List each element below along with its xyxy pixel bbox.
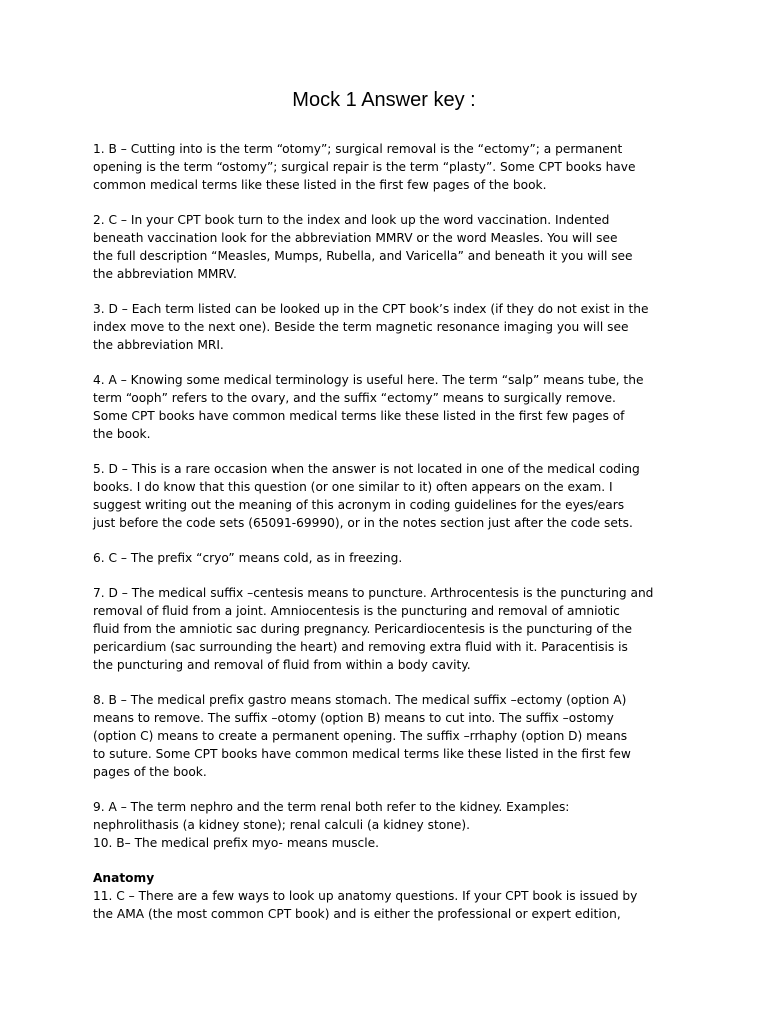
answer-paragraph-5 xyxy=(93,460,678,532)
text-line: 3. D – Each term listed can be looked up in the CPT book’s index (if they do not exist in the xyxy=(93,302,649,316)
text-line: 10. B– The medical prefix myo- means muscle. xyxy=(93,836,380,850)
text-line: 9. A – The term nephro and the term renal both refer to the kidney. Examples: xyxy=(93,800,570,814)
text-line: pericardium (sac surrounding the heart) and removing extra fluid with it. Paracentisis is xyxy=(93,640,628,654)
text-line: 7. D – The medical suffix –centesis means to puncture. Arthrocentesis is the puncturing and xyxy=(93,586,654,600)
text-line: opening is the term “ostomy”; surgical repair is the term “plasty”. Some CPT books have xyxy=(93,160,636,174)
text-line: the puncturing and removal of fluid from within a body cavity. xyxy=(93,658,471,672)
text-line: to suture. Some CPT books have common medical terms like these listed in the first few xyxy=(93,747,631,761)
text-line: 2. C – In your CPT book turn to the index and look up the word vaccination. Indented xyxy=(93,213,610,227)
text-line: the abbreviation MMRV. xyxy=(93,267,237,281)
document-title: Mock 1 Answer key : xyxy=(292,89,476,111)
answer-paragraph-6 xyxy=(93,549,678,567)
text-line: 4. A – Knowing some medical terminology is useful here. The term “salp” means tube, the xyxy=(93,373,644,387)
answer-paragraph-4 xyxy=(93,371,678,443)
answer-paragraph-7 xyxy=(93,584,678,674)
answer-paragraph-2 xyxy=(93,211,678,283)
text-line: means to remove. The suffix –otomy (option B) means to cut into. The suffix –ostomy xyxy=(93,711,614,725)
text-line: 8. B – The medical prefix gastro means stomach. The medical suffix –ectomy (option A) xyxy=(93,693,627,707)
text-line: term “ooph” refers to the ovary, and the suffix “ectomy” means to surgically remove. xyxy=(93,391,616,405)
text-line: 6. C – The prefix “cryo” means cold, as in freezing. xyxy=(93,551,403,565)
section-heading: Anatomy xyxy=(93,871,155,885)
text-line: just before the code sets (65091-69990), or in the notes section just after the code sets. xyxy=(93,516,633,530)
text-line: fluid from the amniotic sac during pregnancy. Pericardiocentesis is the puncturing of the xyxy=(93,622,633,636)
text-line: the full description “Measles, Mumps, Rubella, and Varicella” and beneath it you will see xyxy=(93,249,633,263)
text-line: books. I do know that this question (or one similar to it) often appears on the exam. I xyxy=(93,480,613,494)
text-line: the book. xyxy=(93,427,151,441)
text-line: the abbreviation MRI. xyxy=(93,338,224,352)
text-line: removal of fluid from a joint. Amniocentesis is the puncturing and removal of amniotic xyxy=(93,604,620,618)
text-line: pages of the book. xyxy=(93,765,207,779)
text-line: 11. C – There are a few ways to look up anatomy questions. If your CPT book is issued by xyxy=(93,889,638,903)
text-line: index move to the next one). Beside the term magnetic resonance imaging you will see xyxy=(93,320,629,334)
text-line: 5. D – This is a rare occasion when the answer is not located in one of the medical coding xyxy=(93,462,640,476)
text-line: the AMA (the most common CPT book) and is either the professional or expert edition, xyxy=(93,907,621,921)
answer-paragraph-3 xyxy=(93,300,678,354)
text-line: 1. B – Cutting into is the term “otomy”; surgical removal is the “ectomy”; a permanent xyxy=(93,142,623,156)
answer-paragraph-9 xyxy=(93,798,678,852)
text-line: nephrolithasis (a kidney stone); renal calculi (a kidney stone). xyxy=(93,818,471,832)
text-line: Some CPT books have common medical terms like these listed in the first few pages of xyxy=(93,409,625,423)
text-line: (option C) means to create a permanent opening. The suffix –rrhaphy (option D) means xyxy=(93,729,628,743)
anatomy-section xyxy=(93,869,678,923)
text-line: beneath vaccination look for the abbreviation MMRV or the word Measles. You will see xyxy=(93,231,618,245)
answer-paragraph-8 xyxy=(93,691,678,781)
text-line: suggest writing out the meaning of this acronym in coding guidelines for the eyes/ears xyxy=(93,498,625,512)
document-body xyxy=(93,140,678,923)
text-line: common medical terms like these listed in the first few pages of the book. xyxy=(93,178,547,192)
answer-paragraph-1 xyxy=(93,140,678,194)
